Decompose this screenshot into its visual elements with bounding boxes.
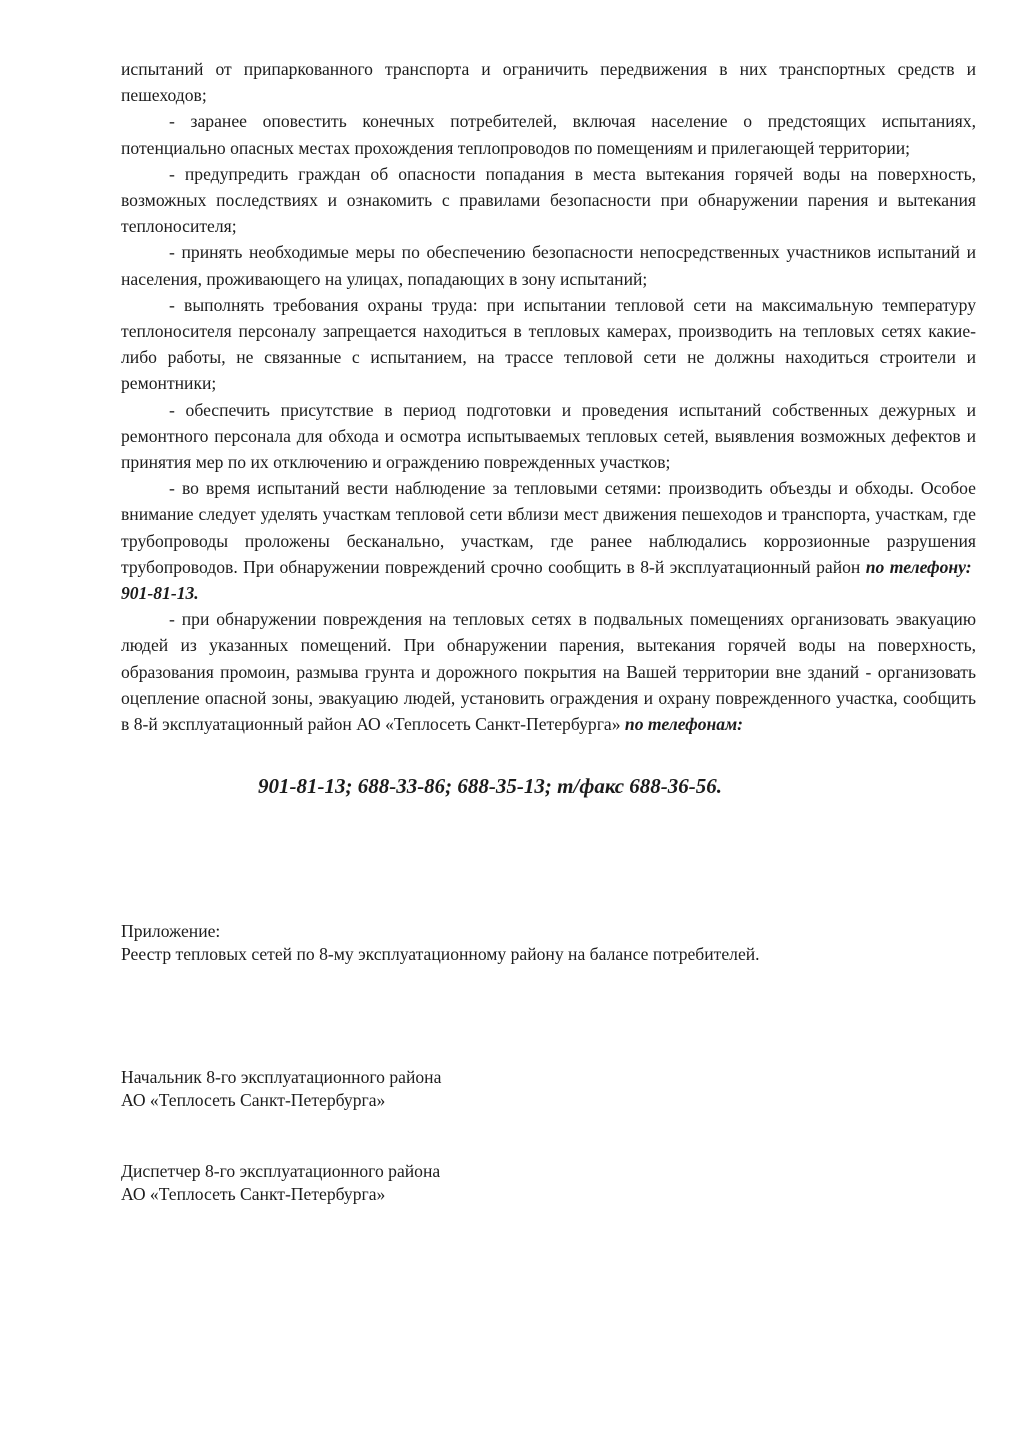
paragraph-labor-protection: - выполнять требования охраны труда: при испытании тепловой сети на максимальную температуру теплоносителя персоналу запрещается находиться в тепловых камерах, производить на тепловых сетях какие-либо работы, не связанные с испытанием, на трассе тепловой сети не должны находиться строители и ремонтники; — [121, 294, 976, 394]
document-body — [121, 56, 976, 737]
paragraph-warn-citizens: - предупредить граждан об опасности попадания в места вытекания горячей воды на поверхность, возможных последствиях и ознакомить с правилами безопасности при обнаружении парения и вытекания теплоносителя; — [121, 163, 976, 237]
paragraph-notify-consumers: - заранее оповестить конечных потребителей, включая население о предстоящих испытаниях, потенциально опасных местах прохождения теплопроводов по помещениям и прилегающей территории; — [121, 111, 976, 158]
paragraph-monitoring-text: - во время испытаний вести наблюдение за тепловыми сетями: производить объезды и обходы. Особое внимание следует уделять участкам тепловой сети вблизи мест движения пешеходов и транспорта, участкам, где трубопроводы проложены бесканально, участкам, где ранее наблюдались коррозионные разрушения трубопроводов. При обнаружении повреждений срочно сообщить в 8-й эксплуатационный район — [121, 478, 976, 577]
phones-label: по телефонам: — [624, 714, 743, 735]
signature-head — [121, 1066, 721, 1112]
signature-dispatcher — [121, 1160, 721, 1206]
signature-head-title: Начальник 8-го эксплуатационного района — [121, 1067, 442, 1087]
paragraph-continuation: испытаний от припаркованного транспорта и ограничить передвижения в них транспортных средств и пешеходов; — [121, 59, 976, 106]
appendix-text: Реестр тепловых сетей по 8-му эксплуатационному району на балансе потребителей. — [121, 944, 760, 964]
paragraph-monitoring — [121, 475, 976, 606]
signature-dispatcher-org: АО «Теплосеть Санкт-Петербурга» — [121, 1184, 386, 1204]
phones-line: 901-81-13; 688-33-86; 688-35-13; т/факс 688-36-56. — [257, 774, 723, 798]
appendix — [121, 920, 981, 966]
signature-head-org: АО «Теплосеть Санкт-Петербурга» — [121, 1090, 386, 1110]
paragraph-damage-response — [121, 606, 976, 737]
paragraph-damage-response-text: - при обнаружении повреждения на тепловых сетях в подвальных помещениях организовать эвакуацию людей из указанных помещений. При обнаружении парения, вытекания горячей воды на поверхность, образования промоин, размыва грунта и дорожного покрытия на Вашей территории вне зданий - организовать оцепление опасной зоны, эвакуацию людей, установить ограждения и охрану поврежденного участка, сообщить в 8-й эксплуатационный район АО «Теплосеть Санкт-Петербурга» — [121, 609, 976, 735]
phone-number: 901-81-13. — [121, 583, 199, 604]
signature-dispatcher-title: Диспетчер 8-го эксплуатационного района — [121, 1161, 441, 1181]
phone-label: по телефону: — [865, 556, 972, 577]
paragraph-safety-measures: - принять необходимые меры по обеспечению безопасности непосредственных участников испытаний и населения, проживающего на улицах, попадающих в зону испытаний; — [121, 242, 976, 289]
paragraph-duty-personnel: - обеспечить присутствие в период подготовки и проведения испытаний собственных дежурных и ремонтного персонала для обхода и осмотра испытываемых тепловых сетей, выявления возможных дефектов и принятия мер по их отключению и ограждению поврежденных участков; — [121, 399, 976, 473]
appendix-label: Приложение: — [121, 921, 221, 941]
